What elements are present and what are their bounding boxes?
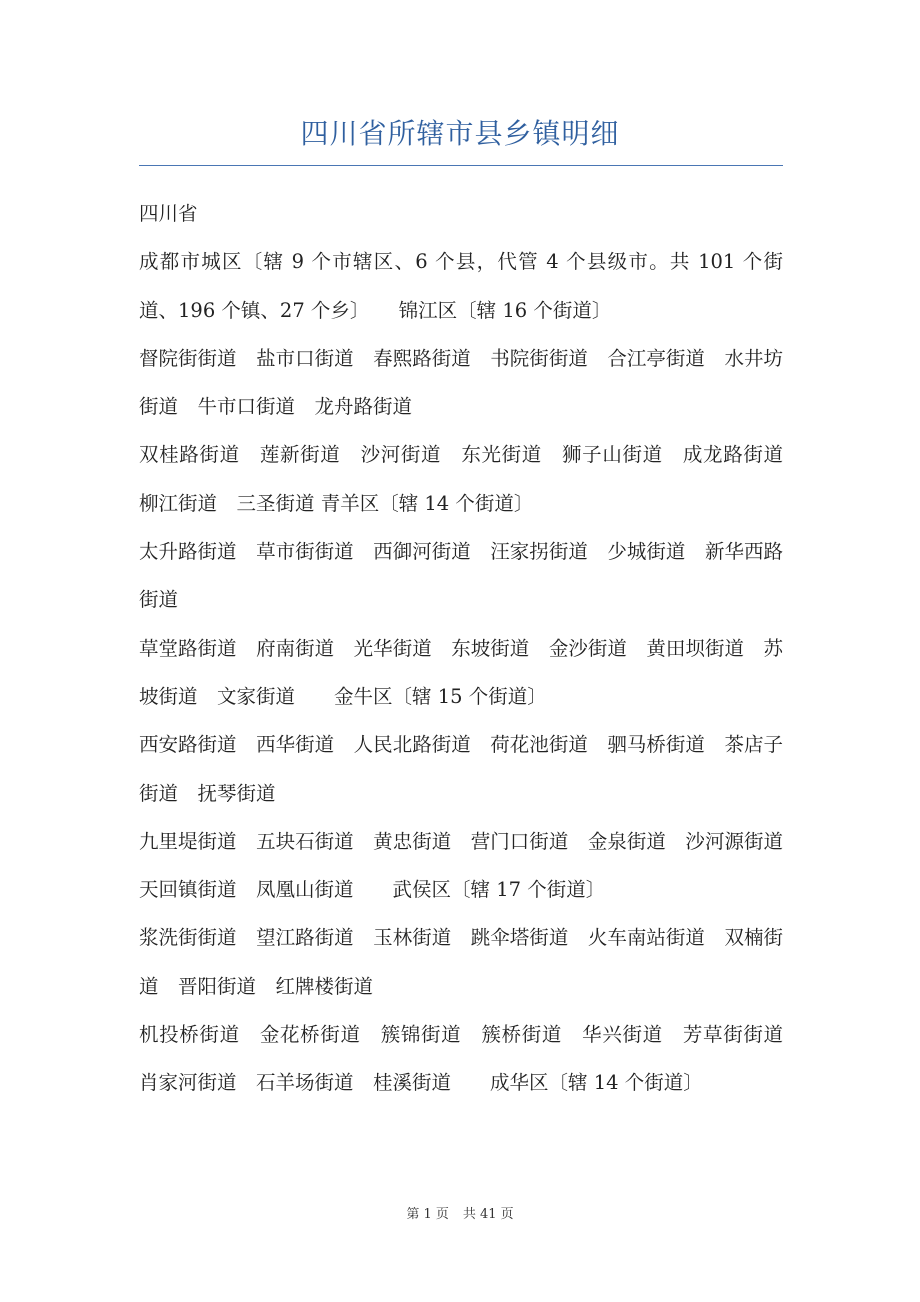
paragraph: 草堂路街道 府南街道 光华街道 东坡街道 金沙街道 黄田坝街道 苏坡街道 文家街道 金牛区〔辖 15 个街道〕 <box>139 636 783 708</box>
page-total: 共 41 页 <box>462 1207 514 1222</box>
document-body <box>139 190 803 1108</box>
page-number: 第 1 页 <box>406 1207 449 1222</box>
paragraph: 浆洗街街道 望江路街道 玉林街道 跳伞塔街道 火车南站街道 双楠街道 晋阳街道 红牌楼街道 <box>139 926 783 998</box>
paragraph: 督院街街道 盐市口街道 春熙路街道 书院街街道 合江亭街道 水井坊街道 牛市口街道 龙舟路街道 <box>139 346 783 419</box>
page-footer <box>0 1205 920 1225</box>
paragraph: 九里堤街道 五块石街道 黄忠街道 营门口街道 金泉街道 沙河源街道 天回镇街道 凤凰山街道 武侯区〔辖 17 个街道〕 <box>139 829 803 902</box>
document-title: 四川省所辖市县乡镇明细 <box>300 117 620 150</box>
paragraph: 太升路街道 草市街街道 西御河街道 汪家拐街道 少城街道 新华西路街道 <box>139 540 783 612</box>
paragraph: 成都市城区〔辖 9 个市辖区、6 个县，代管 4 个县级市。共 101 个街道、196 个镇、27 个乡〕 锦江区〔辖 16 个街道〕 <box>139 250 783 322</box>
title-underline <box>139 165 783 166</box>
paragraph: 西安路街道 西华街道 人民北路街道 荷花池街道 驷马桥街道 茶店子街道 抚琴街道 <box>139 733 783 805</box>
paragraph: 双桂路街道 莲新街道 沙河街道 东光街道 狮子山街道 成龙路街道 柳江街道 三圣街道 青羊区〔辖 14 个街道〕 <box>139 443 803 515</box>
paragraph: 机投桥街道 金花桥街道 簇锦街道 簇桥街道 华兴街道 芳草街街道 肖家河街道 石羊场街道 桂溪街道 成华区〔辖 14 个街道〕 <box>139 1023 803 1095</box>
paragraph: 四川省 <box>139 202 198 225</box>
